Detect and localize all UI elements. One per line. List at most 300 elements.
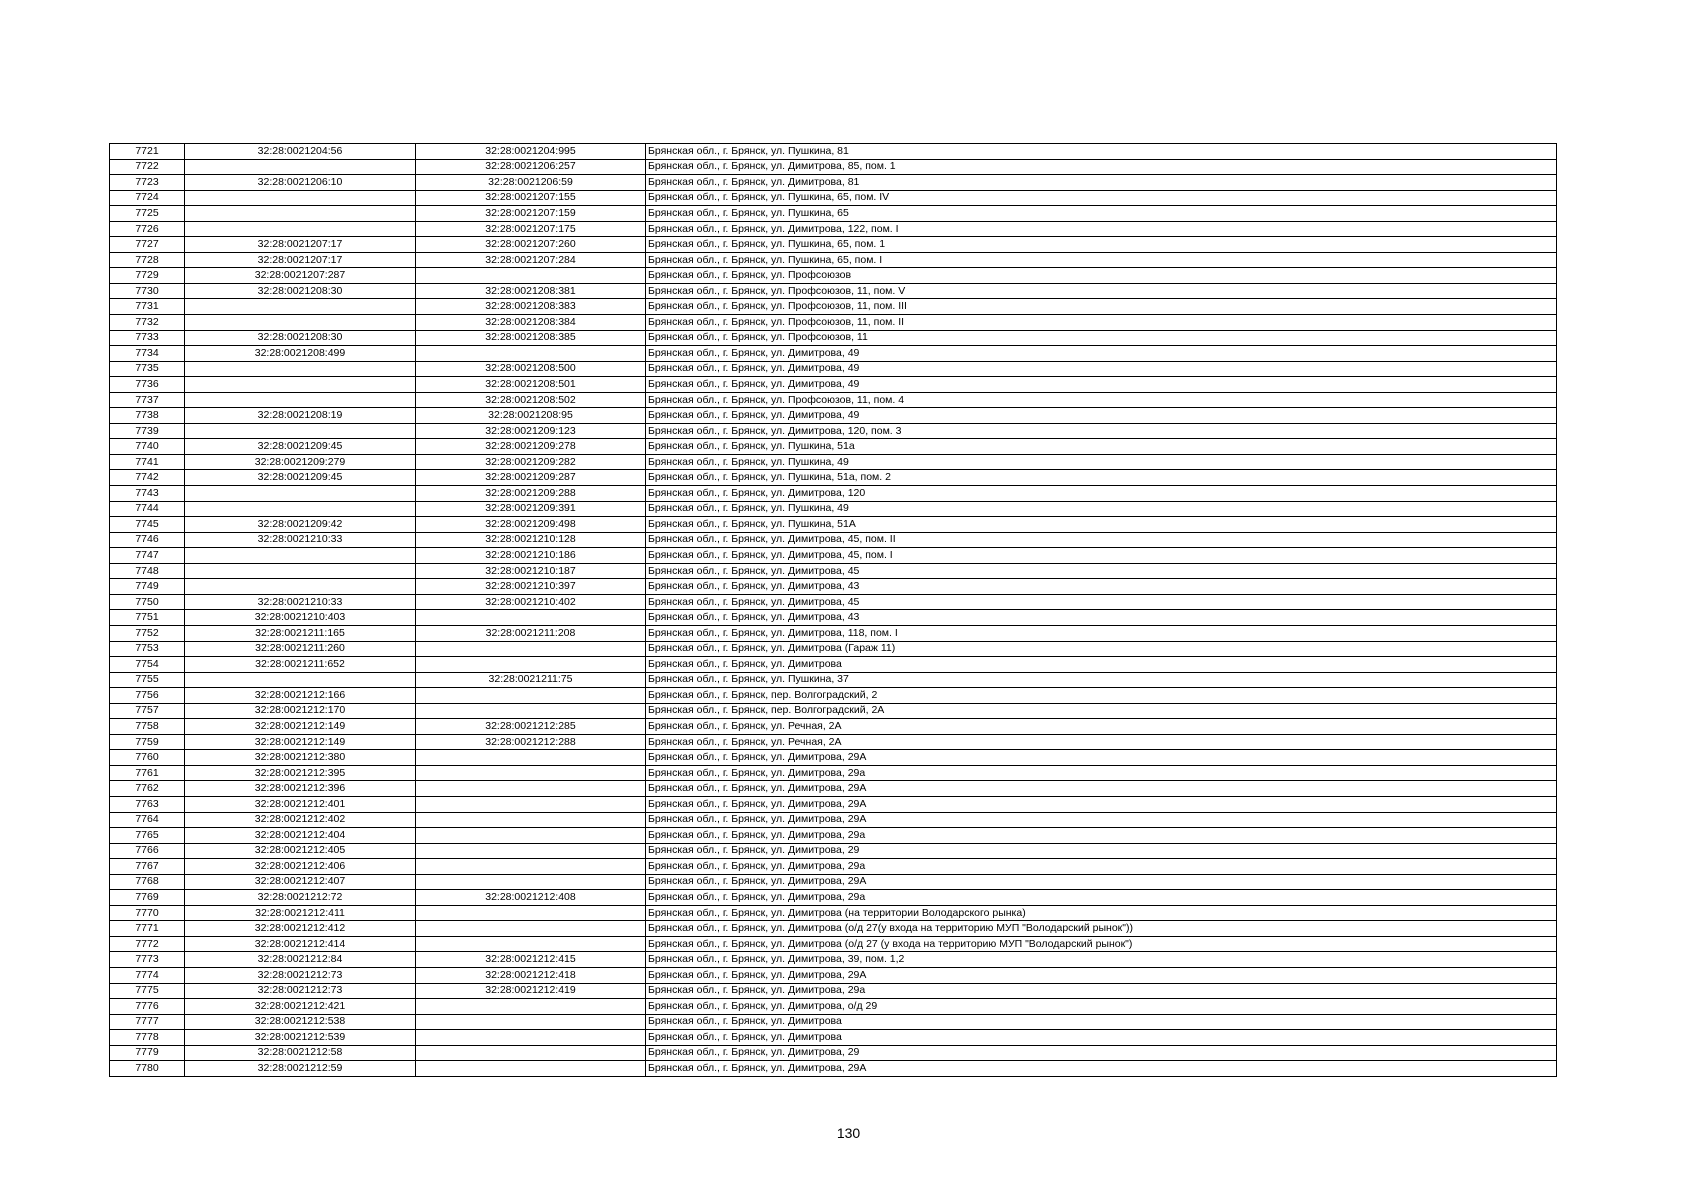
parcel-number-cell [185, 361, 416, 377]
address-cell: Брянская обл., г. Брянск, ул. Пушкина, 51а [646, 439, 1557, 455]
row-number-cell: 7757 [110, 703, 185, 719]
object-number-cell [416, 750, 646, 766]
object-number-cell [416, 905, 646, 921]
table-row [110, 361, 1557, 377]
parcel-number-cell [185, 159, 416, 175]
table-row [110, 672, 1557, 688]
object-number-cell [416, 874, 646, 890]
object-number-cell: 32:28:0021210:186 [416, 548, 646, 564]
row-number-cell: 7733 [110, 330, 185, 346]
row-number-cell: 7729 [110, 268, 185, 284]
row-number-cell: 7755 [110, 672, 185, 688]
address-cell: Брянская обл., г. Брянск, пер. Волгоградский, 2А [646, 703, 1557, 719]
object-number-cell: 32:28:0021209:288 [416, 486, 646, 502]
address-cell: Брянская обл., г. Брянск, ул. Пушкина, 49 [646, 501, 1557, 517]
address-cell: Брянская обл., г. Брянск, ул. Пушкина, 49 [646, 454, 1557, 470]
parcel-number-cell: 32:28:0021211:260 [185, 641, 416, 657]
row-number-cell: 7753 [110, 641, 185, 657]
object-number-cell: 32:28:0021206:257 [416, 159, 646, 175]
row-number-cell: 7761 [110, 765, 185, 781]
address-cell: Брянская обл., г. Брянск, ул. Димитрова [646, 1014, 1557, 1030]
table-row [110, 641, 1557, 657]
address-cell: Брянская обл., г. Брянск, ул. Димитрова, о/д 29 [646, 999, 1557, 1015]
row-number-cell: 7723 [110, 175, 185, 191]
row-number-cell: 7772 [110, 936, 185, 952]
row-number-cell: 7738 [110, 408, 185, 424]
row-number-cell: 7760 [110, 750, 185, 766]
table-row [110, 408, 1557, 424]
object-number-cell [416, 765, 646, 781]
table-row [110, 144, 1557, 160]
parcel-number-cell: 32:28:0021212:59 [185, 1061, 416, 1077]
object-number-cell: 32:28:0021210:128 [416, 532, 646, 548]
parcel-number-cell [185, 672, 416, 688]
object-number-cell [416, 1061, 646, 1077]
table-row [110, 175, 1557, 191]
table-row [110, 315, 1557, 331]
parcel-number-cell [185, 190, 416, 206]
parcel-number-cell: 32:28:0021212:401 [185, 796, 416, 812]
address-cell: Брянская обл., г. Брянск, ул. Димитрова (о/д 27 (у входа на территорию МУП "Володарский рынок") [646, 936, 1557, 952]
address-cell: Брянская обл., г. Брянск, ул. Димитрова, 49 [646, 361, 1557, 377]
object-number-cell: 32:28:0021209:498 [416, 517, 646, 533]
row-number-cell: 7749 [110, 579, 185, 595]
address-cell: Брянская обл., г. Брянск, ул. Пушкина, 37 [646, 672, 1557, 688]
table-row [110, 454, 1557, 470]
table-row [110, 392, 1557, 408]
parcel-number-cell: 32:28:0021209:279 [185, 454, 416, 470]
object-number-cell: 32:28:0021209:282 [416, 454, 646, 470]
object-number-cell: 32:28:0021208:383 [416, 299, 646, 315]
row-number-cell: 7732 [110, 315, 185, 331]
table-row [110, 346, 1557, 362]
row-number-cell: 7739 [110, 423, 185, 439]
row-number-cell: 7743 [110, 486, 185, 502]
object-number-cell: 32:28:0021211:208 [416, 625, 646, 641]
address-cell: Брянская обл., г. Брянск, ул. Профсоюзов, 11, пом. III [646, 299, 1557, 315]
table-row [110, 610, 1557, 626]
parcel-number-cell: 32:28:0021211:165 [185, 625, 416, 641]
row-number-cell: 7769 [110, 890, 185, 906]
table-row [110, 952, 1557, 968]
row-number-cell: 7740 [110, 439, 185, 455]
table-row [110, 548, 1557, 564]
row-number-cell: 7742 [110, 470, 185, 486]
register-table-body [110, 144, 1557, 1077]
row-number-cell: 7775 [110, 983, 185, 999]
table-row [110, 423, 1557, 439]
address-cell: Брянская обл., г. Брянск, ул. Димитрова, 29 [646, 1045, 1557, 1061]
object-number-cell: 32:28:0021212:408 [416, 890, 646, 906]
address-cell: Брянская обл., г. Брянск, ул. Димитрова, 29А [646, 1061, 1557, 1077]
address-cell: Брянская обл., г. Брянск, ул. Димитрова, 29А [646, 874, 1557, 890]
table-row [110, 221, 1557, 237]
parcel-number-cell: 32:28:0021212:421 [185, 999, 416, 1015]
row-number-cell: 7779 [110, 1045, 185, 1061]
table-row [110, 579, 1557, 595]
parcel-number-cell [185, 221, 416, 237]
row-number-cell: 7770 [110, 905, 185, 921]
parcel-number-cell [185, 501, 416, 517]
table-row [110, 268, 1557, 284]
address-cell: Брянская обл., г. Брянск, ул. Димитрова, 29а [646, 890, 1557, 906]
table-row [110, 377, 1557, 393]
object-number-cell: 32:28:0021209:123 [416, 423, 646, 439]
object-number-cell: 32:28:0021210:402 [416, 594, 646, 610]
table-row [110, 905, 1557, 921]
object-number-cell: 32:28:0021204:995 [416, 144, 646, 160]
row-number-cell: 7728 [110, 252, 185, 268]
row-number-cell: 7750 [110, 594, 185, 610]
table-row [110, 563, 1557, 579]
row-number-cell: 7771 [110, 921, 185, 937]
address-cell: Брянская обл., г. Брянск, ул. Димитрова, 85, пом. 1 [646, 159, 1557, 175]
row-number-cell: 7776 [110, 999, 185, 1015]
row-number-cell: 7724 [110, 190, 185, 206]
table-row [110, 828, 1557, 844]
parcel-number-cell [185, 563, 416, 579]
row-number-cell: 7751 [110, 610, 185, 626]
parcel-number-cell: 32:28:0021211:652 [185, 657, 416, 673]
table-row [110, 283, 1557, 299]
table-row [110, 237, 1557, 253]
parcel-number-cell [185, 392, 416, 408]
address-cell: Брянская обл., г. Брянск, ул. Димитрова (Гараж 11) [646, 641, 1557, 657]
row-number-cell: 7745 [110, 517, 185, 533]
address-cell: Брянская обл., г. Брянск, ул. Профсоюзов, 11 [646, 330, 1557, 346]
object-number-cell: 32:28:0021208:384 [416, 315, 646, 331]
table-row [110, 190, 1557, 206]
address-cell: Брянская обл., г. Брянск, пер. Волгоградский, 2 [646, 688, 1557, 704]
address-cell: Брянская обл., г. Брянск, ул. Димитрова, 29а [646, 983, 1557, 999]
address-cell: Брянская обл., г. Брянск, ул. Профсоюзов, 11, пом. II [646, 315, 1557, 331]
object-number-cell [416, 828, 646, 844]
row-number-cell: 7737 [110, 392, 185, 408]
parcel-number-cell: 32:28:0021208:30 [185, 283, 416, 299]
row-number-cell: 7734 [110, 346, 185, 362]
object-number-cell: 32:28:0021208:95 [416, 408, 646, 424]
object-number-cell: 32:28:0021207:284 [416, 252, 646, 268]
parcel-number-cell: 32:28:0021208:499 [185, 346, 416, 362]
row-number-cell: 7763 [110, 796, 185, 812]
table-row [110, 781, 1557, 797]
address-cell: Брянская обл., г. Брянск, ул. Речная, 2А [646, 734, 1557, 750]
object-number-cell [416, 812, 646, 828]
object-number-cell [416, 703, 646, 719]
table-row [110, 719, 1557, 735]
parcel-number-cell: 32:28:0021210:33 [185, 532, 416, 548]
address-cell: Брянская обл., г. Брянск, ул. Димитрова, 29А [646, 812, 1557, 828]
row-number-cell: 7773 [110, 952, 185, 968]
table-row [110, 1030, 1557, 1046]
address-cell: Брянская обл., г. Брянск, ул. Речная, 2А [646, 719, 1557, 735]
address-cell: Брянская обл., г. Брянск, ул. Димитрова, 29А [646, 967, 1557, 983]
row-number-cell: 7736 [110, 377, 185, 393]
address-cell: Брянская обл., г. Брянск, ул. Димитрова, 49 [646, 408, 1557, 424]
address-cell: Брянская обл., г. Брянск, ул. Димитрова, 29А [646, 750, 1557, 766]
address-cell: Брянская обл., г. Брянск, ул. Димитрова, 29а [646, 828, 1557, 844]
table-row [110, 517, 1557, 533]
row-number-cell: 7774 [110, 967, 185, 983]
row-number-cell: 7744 [110, 501, 185, 517]
page-number: 130 [836, 1125, 861, 1141]
table-row [110, 1061, 1557, 1077]
row-number-cell: 7768 [110, 874, 185, 890]
address-cell: Брянская обл., г. Брянск, ул. Димитрова, 45, пом. I [646, 548, 1557, 564]
parcel-number-cell: 32:28:0021210:33 [185, 594, 416, 610]
object-number-cell: 32:28:0021208:501 [416, 377, 646, 393]
table-row [110, 859, 1557, 875]
parcel-number-cell: 32:28:0021212:411 [185, 905, 416, 921]
object-number-cell: 32:28:0021209:391 [416, 501, 646, 517]
object-number-cell: 32:28:0021212:285 [416, 719, 646, 735]
object-number-cell: 32:28:0021209:287 [416, 470, 646, 486]
parcel-number-cell [185, 315, 416, 331]
parcel-number-cell: 32:28:0021212:380 [185, 750, 416, 766]
row-number-cell: 7756 [110, 688, 185, 704]
parcel-number-cell: 32:28:0021212:404 [185, 828, 416, 844]
parcel-number-cell: 32:28:0021212:412 [185, 921, 416, 937]
address-cell: Брянская обл., г. Брянск, ул. Димитрова, 122, пом. I [646, 221, 1557, 237]
address-cell: Брянская обл., г. Брянск, ул. Профсоюзов, 11, пом. V [646, 283, 1557, 299]
table-row [110, 532, 1557, 548]
row-number-cell: 7746 [110, 532, 185, 548]
table-row [110, 330, 1557, 346]
table-row [110, 486, 1557, 502]
object-number-cell [416, 610, 646, 626]
parcel-number-cell: 32:28:0021212:395 [185, 765, 416, 781]
parcel-number-cell: 32:28:0021204:56 [185, 144, 416, 160]
object-number-cell: 32:28:0021208:385 [416, 330, 646, 346]
object-number-cell: 32:28:0021208:500 [416, 361, 646, 377]
row-number-cell: 7725 [110, 206, 185, 222]
table-row [110, 470, 1557, 486]
table-row [110, 874, 1557, 890]
property-register-table [109, 143, 1557, 1077]
row-number-cell: 7722 [110, 159, 185, 175]
parcel-number-cell: 32:28:0021209:45 [185, 470, 416, 486]
address-cell: Брянская обл., г. Брянск, ул. Димитрова, 43 [646, 579, 1557, 595]
object-number-cell [416, 843, 646, 859]
row-number-cell: 7735 [110, 361, 185, 377]
address-cell: Брянская обл., г. Брянск, ул. Димитрова, 39, пом. 1,2 [646, 952, 1557, 968]
row-number-cell: 7731 [110, 299, 185, 315]
object-number-cell: 32:28:0021210:397 [416, 579, 646, 595]
object-number-cell [416, 268, 646, 284]
table-row [110, 688, 1557, 704]
object-number-cell [416, 657, 646, 673]
table-row [110, 734, 1557, 750]
parcel-number-cell: 32:28:0021207:287 [185, 268, 416, 284]
object-number-cell [416, 1014, 646, 1030]
object-number-cell [416, 796, 646, 812]
row-number-cell: 7777 [110, 1014, 185, 1030]
table-row [110, 252, 1557, 268]
table-row [110, 796, 1557, 812]
row-number-cell: 7752 [110, 625, 185, 641]
address-cell: Брянская обл., г. Брянск, ул. Димитрова (на территории Володарского рынка) [646, 905, 1557, 921]
parcel-number-cell: 32:28:0021212:58 [185, 1045, 416, 1061]
table-row [110, 657, 1557, 673]
table-row [110, 625, 1557, 641]
address-cell: Брянская обл., г. Брянск, ул. Димитрова, 120 [646, 486, 1557, 502]
row-number-cell: 7754 [110, 657, 185, 673]
parcel-number-cell: 32:28:0021212:166 [185, 688, 416, 704]
table-row [110, 843, 1557, 859]
parcel-number-cell: 32:28:0021209:42 [185, 517, 416, 533]
address-cell: Брянская обл., г. Брянск, ул. Пушкина, 65, пом. I [646, 252, 1557, 268]
address-cell: Брянская обл., г. Брянск, ул. Димитрова, 43 [646, 610, 1557, 626]
parcel-number-cell: 32:28:0021206:10 [185, 175, 416, 191]
address-cell: Брянская обл., г. Брянск, ул. Димитрова, 118, пом. I [646, 625, 1557, 641]
row-number-cell: 7721 [110, 144, 185, 160]
address-cell: Брянская обл., г. Брянск, ул. Димитрова [646, 657, 1557, 673]
parcel-number-cell: 32:28:0021212:149 [185, 719, 416, 735]
parcel-number-cell: 32:28:0021212:73 [185, 983, 416, 999]
parcel-number-cell: 32:28:0021212:396 [185, 781, 416, 797]
object-number-cell [416, 921, 646, 937]
address-cell: Брянская обл., г. Брянск, ул. Димитрова (о/д 27(у входа на территорию МУП "Володарский рынок")) [646, 921, 1557, 937]
address-cell: Брянская обл., г. Брянск, ул. Димитрова, 45 [646, 563, 1557, 579]
address-cell: Брянская обл., г. Брянск, ул. Димитрова, 81 [646, 175, 1557, 191]
object-number-cell: 32:28:0021212:418 [416, 967, 646, 983]
object-number-cell [416, 1030, 646, 1046]
object-number-cell [416, 641, 646, 657]
table-row [110, 812, 1557, 828]
object-number-cell [416, 936, 646, 952]
object-number-cell [416, 999, 646, 1015]
row-number-cell: 7730 [110, 283, 185, 299]
address-cell: Брянская обл., г. Брянск, ул. Пушкина, 65 [646, 206, 1557, 222]
table-row [110, 159, 1557, 175]
parcel-number-cell: 32:28:0021208:30 [185, 330, 416, 346]
parcel-number-cell: 32:28:0021208:19 [185, 408, 416, 424]
parcel-number-cell: 32:28:0021212:406 [185, 859, 416, 875]
address-cell: Брянская обл., г. Брянск, ул. Димитрова, 29А [646, 796, 1557, 812]
parcel-number-cell: 32:28:0021207:17 [185, 252, 416, 268]
row-number-cell: 7778 [110, 1030, 185, 1046]
table-row [110, 999, 1557, 1015]
object-number-cell: 32:28:0021207:155 [416, 190, 646, 206]
parcel-number-cell [185, 206, 416, 222]
address-cell: Брянская обл., г. Брянск, ул. Пушкина, 65, пом. 1 [646, 237, 1557, 253]
address-cell: Брянская обл., г. Брянск, ул. Димитрова, 45, пом. II [646, 532, 1557, 548]
parcel-number-cell: 32:28:0021210:403 [185, 610, 416, 626]
parcel-number-cell [185, 579, 416, 595]
address-cell: Брянская обл., г. Брянск, ул. Пушкина, 81 [646, 144, 1557, 160]
row-number-cell: 7780 [110, 1061, 185, 1077]
object-number-cell: 32:28:0021207:175 [416, 221, 646, 237]
address-cell: Брянская обл., г. Брянск, ул. Димитрова [646, 1030, 1557, 1046]
parcel-number-cell [185, 423, 416, 439]
object-number-cell [416, 688, 646, 704]
row-number-cell: 7726 [110, 221, 185, 237]
object-number-cell: 32:28:0021210:187 [416, 563, 646, 579]
row-number-cell: 7727 [110, 237, 185, 253]
address-cell: Брянская обл., г. Брянск, ул. Димитрова, 29а [646, 765, 1557, 781]
row-number-cell: 7748 [110, 563, 185, 579]
address-cell: Брянская обл., г. Брянск, ул. Пушкина, 51а, пом. 2 [646, 470, 1557, 486]
table-row [110, 765, 1557, 781]
object-number-cell: 32:28:0021212:415 [416, 952, 646, 968]
object-number-cell: 32:28:0021209:278 [416, 439, 646, 455]
row-number-cell: 7741 [110, 454, 185, 470]
table-row [110, 921, 1557, 937]
table-row [110, 1014, 1557, 1030]
address-cell: Брянская обл., г. Брянск, ул. Пушкина, 51А [646, 517, 1557, 533]
parcel-number-cell: 32:28:0021212:149 [185, 734, 416, 750]
row-number-cell: 7762 [110, 781, 185, 797]
address-cell: Брянская обл., г. Брянск, ул. Димитрова, 29А [646, 781, 1557, 797]
object-number-cell: 32:28:0021207:260 [416, 237, 646, 253]
row-number-cell: 7767 [110, 859, 185, 875]
object-number-cell: 32:28:0021211:75 [416, 672, 646, 688]
parcel-number-cell: 32:28:0021212:414 [185, 936, 416, 952]
parcel-number-cell: 32:28:0021212:84 [185, 952, 416, 968]
parcel-number-cell: 32:28:0021212:402 [185, 812, 416, 828]
parcel-number-cell: 32:28:0021209:45 [185, 439, 416, 455]
object-number-cell: 32:28:0021207:159 [416, 206, 646, 222]
row-number-cell: 7766 [110, 843, 185, 859]
address-cell: Брянская обл., г. Брянск, ул. Профсоюзов, 11, пом. 4 [646, 392, 1557, 408]
row-number-cell: 7758 [110, 719, 185, 735]
parcel-number-cell [185, 377, 416, 393]
address-cell: Брянская обл., г. Брянск, ул. Димитрова, 49 [646, 377, 1557, 393]
parcel-number-cell: 32:28:0021212:405 [185, 843, 416, 859]
table-row [110, 206, 1557, 222]
address-cell: Брянская обл., г. Брянск, ул. Пушкина, 65, пом. IV [646, 190, 1557, 206]
address-cell: Брянская обл., г. Брянск, ул. Димитрова, 45 [646, 594, 1557, 610]
parcel-number-cell: 32:28:0021212:539 [185, 1030, 416, 1046]
object-number-cell [416, 781, 646, 797]
parcel-number-cell: 32:28:0021212:72 [185, 890, 416, 906]
parcel-number-cell: 32:28:0021212:538 [185, 1014, 416, 1030]
row-number-cell: 7759 [110, 734, 185, 750]
row-number-cell: 7764 [110, 812, 185, 828]
parcel-number-cell: 32:28:0021212:73 [185, 967, 416, 983]
table-row [110, 967, 1557, 983]
object-number-cell [416, 1045, 646, 1061]
table-row [110, 594, 1557, 610]
parcel-number-cell: 32:28:0021212:407 [185, 874, 416, 890]
table-row [110, 936, 1557, 952]
object-number-cell [416, 859, 646, 875]
address-cell: Брянская обл., г. Брянск, ул. Димитрова, 49 [646, 346, 1557, 362]
address-cell: Брянская обл., г. Брянск, ул. Димитрова, 29 [646, 843, 1557, 859]
address-cell: Брянская обл., г. Брянск, ул. Профсоюзов [646, 268, 1557, 284]
object-number-cell: 32:28:0021212:288 [416, 734, 646, 750]
table-row [110, 750, 1557, 766]
table-row [110, 439, 1557, 455]
table-row [110, 703, 1557, 719]
object-number-cell: 32:28:0021212:419 [416, 983, 646, 999]
address-cell: Брянская обл., г. Брянск, ул. Димитрова, 29а [646, 859, 1557, 875]
parcel-number-cell [185, 299, 416, 315]
object-number-cell: 32:28:0021208:381 [416, 283, 646, 299]
parcel-number-cell [185, 486, 416, 502]
parcel-number-cell [185, 548, 416, 564]
table-row [110, 1045, 1557, 1061]
object-number-cell: 32:28:0021208:502 [416, 392, 646, 408]
address-cell: Брянская обл., г. Брянск, ул. Димитрова, 120, пом. 3 [646, 423, 1557, 439]
parcel-number-cell: 32:28:0021212:170 [185, 703, 416, 719]
table-row [110, 983, 1557, 999]
table-row [110, 501, 1557, 517]
row-number-cell: 7747 [110, 548, 185, 564]
row-number-cell: 7765 [110, 828, 185, 844]
object-number-cell: 32:28:0021206:59 [416, 175, 646, 191]
object-number-cell [416, 346, 646, 362]
